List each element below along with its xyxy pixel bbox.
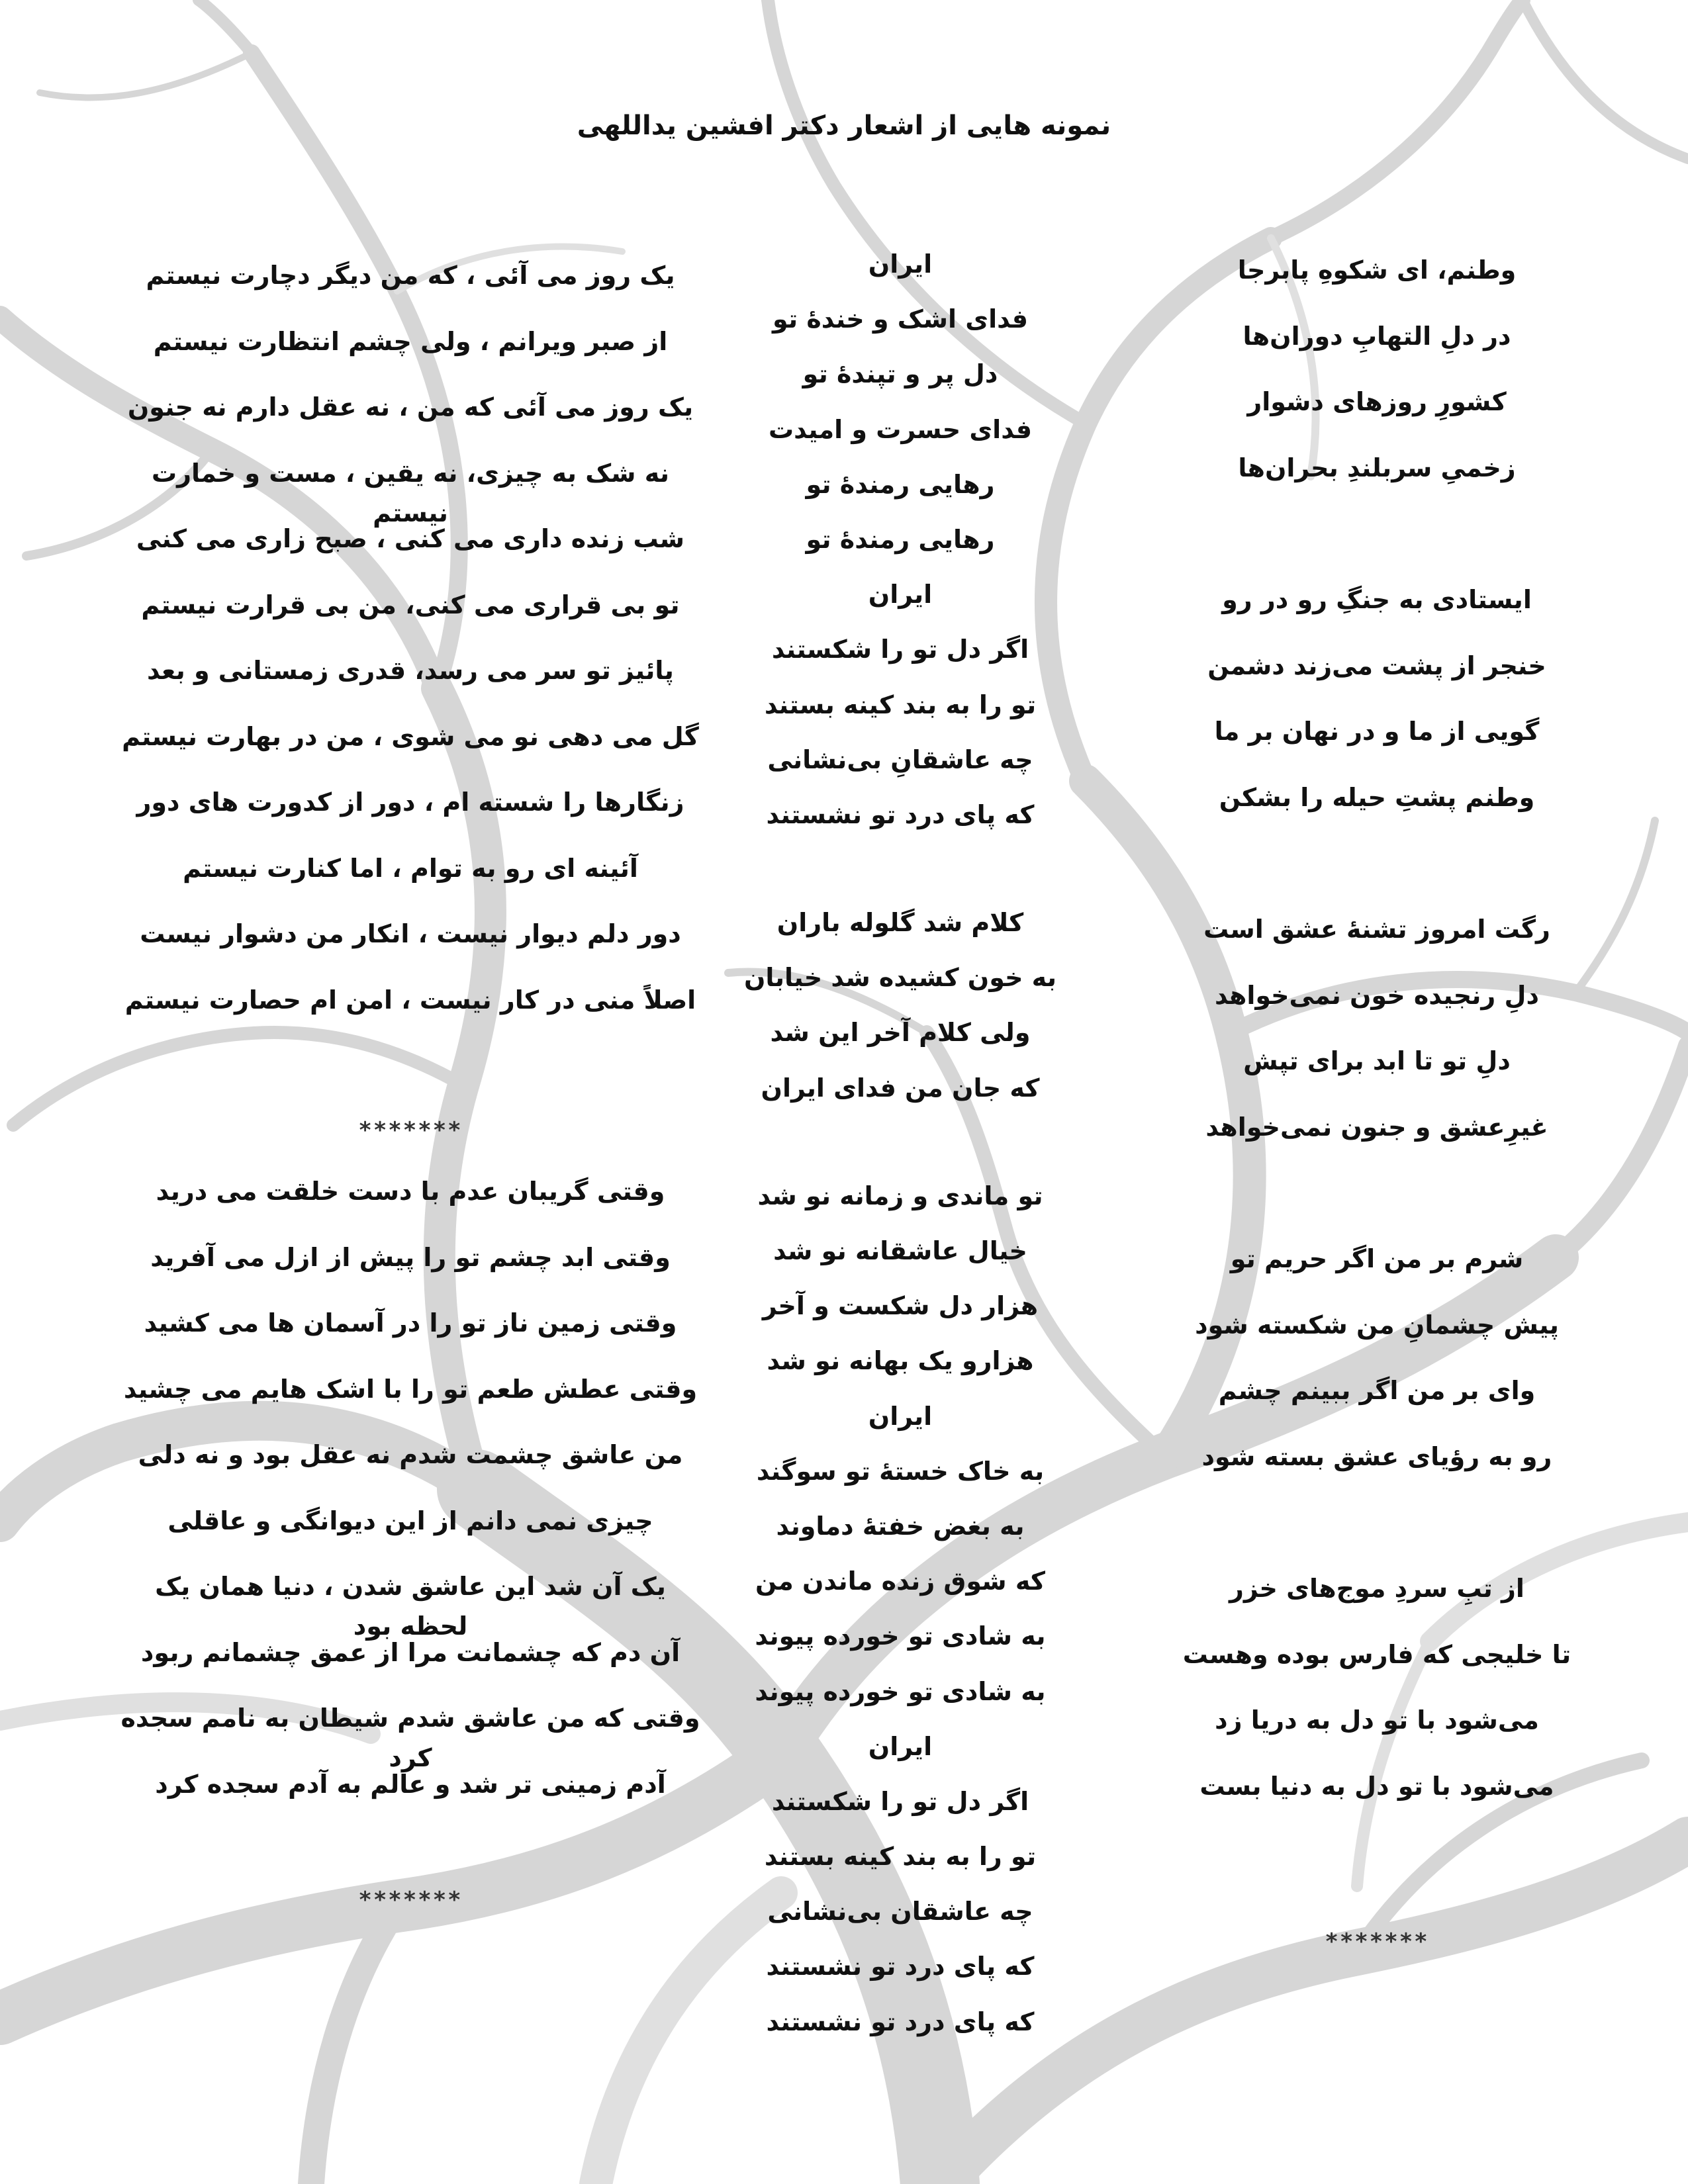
poem-line: اصلاً منی در کار نیست ، امن ام حصارت نیستم — [124, 985, 696, 1015]
stanza — [119, 255, 702, 1046]
poem-line: تو را به بند کینه بستند — [764, 690, 1037, 719]
poem-line: آدم زمینی تر شد و عالم به آدم سجده کرد — [155, 1769, 666, 1799]
poem-line: شب زنده داری می کنی ، صبح زاری می کنی — [136, 524, 685, 553]
poem-line: ایران — [868, 250, 933, 279]
stanza — [1165, 909, 1589, 1173]
poem-line: غیرِعشق و جنون نمی‌خواهد — [1205, 1112, 1548, 1142]
poem-line: زخمیِ سربلندِ بحران‌ها — [1238, 453, 1516, 482]
poem-line: رگت امروز تشنهٔ عشق است — [1203, 915, 1550, 944]
poem-line: کلام شد گلوله باران — [776, 908, 1024, 938]
stanza — [1165, 250, 1589, 514]
poem-line: رهایی رمندهٔ تو — [806, 524, 995, 554]
poem-line: رو به رؤیای عشق بسته شود — [1201, 1441, 1552, 1471]
poem-line: آن دم که چشمانت مرا از عمق چشمانم ربود — [140, 1637, 680, 1667]
poem-line: تو ماندی و زمانه نو شد — [757, 1181, 1043, 1210]
stanza — [715, 244, 1086, 850]
poem-column-left — [119, 255, 702, 1913]
poem-line: یک آن شد این عاشق شدن ، دنیا همان یک لحظه بود — [155, 1572, 666, 1641]
poem-line: اگر دل تو را شکستند — [771, 1786, 1029, 1816]
poem-line: که پای درد تو نشستند — [766, 2007, 1035, 2036]
poem-line: هزار دل شکست و آخر — [762, 1291, 1039, 1321]
stanza-separator: ******* — [358, 1117, 463, 1144]
stanza-separator: ******* — [358, 1887, 463, 1913]
poem-line: چه عاشقان بی‌نشانی — [767, 1897, 1033, 1927]
poem-line: تو بی قراری می کنی، من بی قرارت نیستم — [141, 590, 680, 619]
poem-line: وقتی گریبان عدم با دست خلقت می درید — [156, 1177, 665, 1206]
stanza — [715, 1176, 1086, 2057]
stanza — [1165, 1569, 1589, 1832]
poem-line: ایران — [868, 1731, 933, 1761]
poem-line: تا خلیجی که فارس بوده وهست — [1182, 1639, 1571, 1669]
poem-column-middle — [715, 244, 1086, 2057]
poem-line: به بغض خفتهٔ دماوند — [776, 1511, 1025, 1541]
poem-line: به خاک خستهٔ تو سوگند — [756, 1456, 1045, 1486]
poem-line: وقتی زمین ناز تو را در آسمان ها می کشید — [144, 1308, 677, 1338]
poem-line: خنجر از پشت می‌زند دشمن — [1207, 651, 1546, 680]
poem-line: پائیز تو سر می رسد، قدری زمستانی و بعد — [147, 656, 674, 685]
poem-line: که پای درد تو نشستند — [766, 1952, 1035, 1981]
poem-line: می‌شود با تو دل به دریا زد — [1215, 1706, 1539, 1735]
poem-line: وای بر من اگر ببینم چشم — [1218, 1376, 1536, 1405]
poem-line: اگر دل تو را شکستند — [771, 635, 1029, 664]
poem-line: وطنم، ای شکوهِ پابرجا — [1237, 255, 1517, 285]
poem-line: که پای درد تو نشستند — [766, 799, 1035, 829]
poem-line: فدای اشک و خندهٔ تو — [773, 304, 1028, 334]
poem-line: من عاشق چشمت شدم نه عقل بود و نه دلی — [138, 1440, 683, 1469]
poem-line: که جان من فدای ایران — [761, 1073, 1040, 1103]
poem-line: ایستادی به جنگِ رو در رو — [1222, 585, 1532, 614]
stanza — [1165, 580, 1589, 843]
poem-line: وقتی که من عاشق شدم شیطان به نامم سجده کرد — [120, 1704, 700, 1772]
stanza — [1165, 1239, 1589, 1502]
poem-line: از صبر ویرانم ، ولی چشم انتظارت نیستم — [153, 326, 668, 356]
poem-line: وقتی عطش طعم تو را با اشک هایم می چشید — [123, 1374, 698, 1404]
poem-line: وقتی ابد چشم تو را پیش از ازل می آفرید — [150, 1242, 671, 1272]
poem-line: یک روز می آئی ، که من دیگر دچارت نیستم — [146, 261, 675, 290]
poem-line: که شوق زنده ماندن من — [755, 1567, 1045, 1596]
poem-line: دور دلم دیوار نیست ، انکار من دشوار نیست — [140, 919, 681, 948]
poem-line: فدای حسرت و امیدت — [768, 414, 1033, 444]
poem-line: به خون کشیده شد خیابان — [744, 963, 1056, 993]
poem-line: گل می دهی نو می شوی ، من در بهارت نیستم — [122, 721, 699, 751]
poem-line: نه شک به چیزی، نه یقین ، مست و خمارت نیستم — [151, 458, 670, 527]
poem-line: رهایی رمندهٔ تو — [806, 469, 995, 499]
poem-line: می‌شود با تو دل به دنیا بست — [1199, 1771, 1554, 1801]
poem-line: دل پر و تپندهٔ تو — [802, 359, 998, 389]
poem-line: کشورِ روزهای دشوار — [1247, 387, 1507, 416]
poem-line: از تبِ سردِ موج‌های خزر — [1229, 1574, 1524, 1603]
poem-line: شرم بر من اگر حریم تو — [1230, 1244, 1524, 1273]
poem-line: زنگارها را شسته ام ، دور از کدورت های دور — [136, 788, 684, 817]
poem-line: یک روز می آئی که من ، نه عقل دارم نه جنون — [127, 392, 694, 422]
stanza-separator: ******* — [1325, 1929, 1429, 1955]
stanza — [119, 1171, 702, 1830]
page-title: نمونه هایی از اشعار دکتر افشین یداللهی — [577, 111, 1111, 141]
poem-line: چیزی نمی دانم از این دیوانگی و عاقلی — [167, 1506, 653, 1535]
poem-line: وطنم پشتِ حیله را بشکن — [1219, 782, 1535, 812]
poem-column-right — [1165, 250, 1589, 1955]
poem-line: به شادی تو خورده پیوند — [755, 1621, 1046, 1651]
poem-line: ایران — [868, 580, 933, 610]
poem-line: هزارو یک بهانه نو شد — [767, 1346, 1034, 1376]
poem-line: گویی از ما و در نهان بر ما — [1214, 717, 1540, 746]
poem-line: تو را به بند کینه بستند — [764, 1842, 1037, 1872]
poem-line: به شادی تو خورده پیوند — [755, 1676, 1046, 1706]
poem-line: ولی کلام آخر این شد — [770, 1018, 1031, 1048]
poem-line: در دلِ التهابِ دوران‌ها — [1243, 321, 1511, 351]
poem-line: پیش چشمانِ من شکسته شود — [1195, 1310, 1559, 1340]
poem-line: خیال عاشقانه نو شد — [773, 1236, 1027, 1265]
poem-line: چه عاشقانِ بی‌نشانی — [767, 745, 1033, 774]
poem-line: آئینه ای رو به توام ، اما کنارت نیستم — [183, 853, 638, 883]
poem-line: دلِ رنجیده خون نمی‌خواهد — [1215, 980, 1539, 1010]
poem-line: ایران — [868, 1401, 933, 1431]
poem-line: دلِ تو تا ابد برای تپش — [1243, 1046, 1511, 1075]
stanza — [715, 903, 1086, 1123]
